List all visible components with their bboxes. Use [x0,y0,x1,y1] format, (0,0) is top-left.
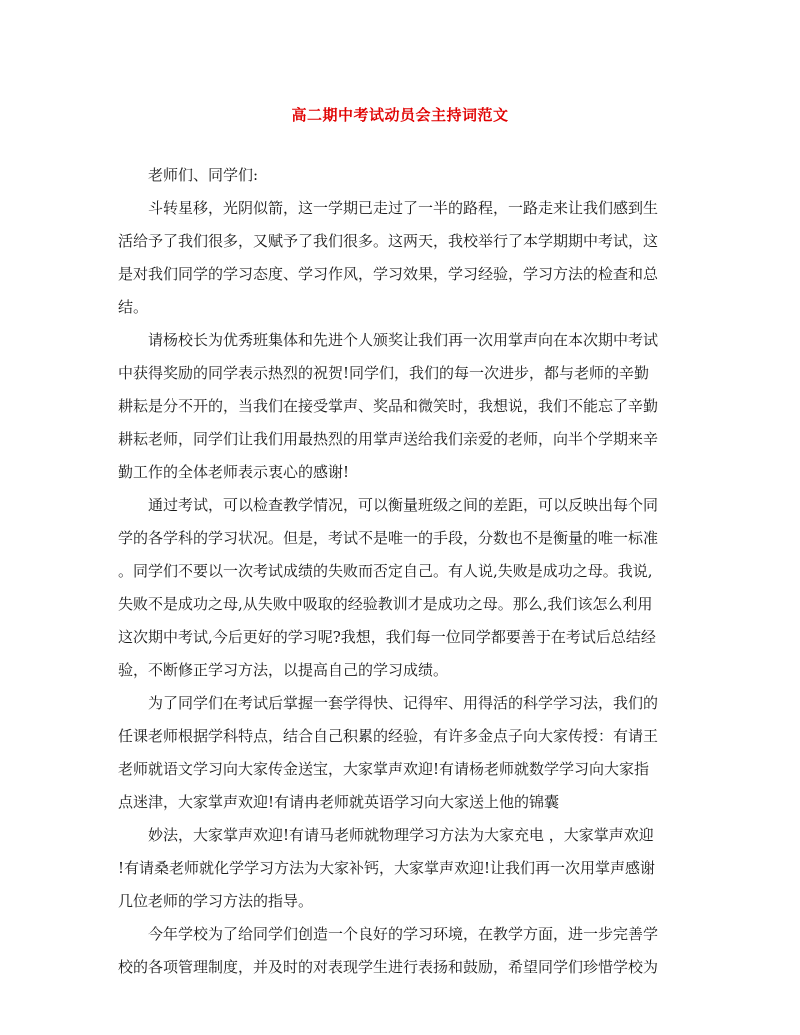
paragraph-line: 这次期中考试,今后更好的学习呢?我想，我们每一位同学都要善于在考试后总结经 [118,628,656,646]
paragraph-line: 几位老师的学习方法的指导。 [118,892,314,910]
paragraph-line: 耕耘老师，同学们让我们用最热烈的用掌声送给我们亲爱的老师，向半个学期来辛 [118,430,659,448]
paragraph-line: 学的各学科的学习状况。但是，考试不是唯一的手段，分数也不是衡量的唯一标准 [118,529,659,547]
paragraph-line: 请杨校长为优秀班集体和先进个人颁奖让我们再一次用掌声向在本次期中考试 [148,331,659,349]
paragraph-line: 。同学们不要以一次考试成绩的失败而否定自己。有人说,失败是成功之母。我说, [118,562,653,580]
paragraph-line: 失败不是成功之母,从失败中吸取的经验教训才是成功之母。那么,我们该怎么利用 [118,595,653,613]
paragraph-line: 老师们、同学们: [148,166,259,184]
paragraph-line: 斗转星移，光阴似箭，这一学期已走过了一半的路程，一路走来让我们感到生 [148,199,659,217]
paragraph-line: 校的各项管理制度，并及时的对表现学生进行表扬和鼓励，希望同学们珍惜学校为 [118,958,659,976]
paragraph-line: 勤工作的全体老师表示衷心的感谢! [118,463,350,481]
paragraph-line: 验，不断修正学习方法，以提高自己的学习成绩。 [118,661,449,679]
paragraph-line: 是对我们同学的学习态度、学习作风，学习效果，学习经验，学习方法的检查和总 [118,265,659,283]
paragraph-line: 老师就语文学习向大家传金送宝，大家掌声欢迎!有请杨老师就数学学习向大家指 [118,760,650,778]
paragraph-line: 结。 [118,298,149,316]
document-title: 高二期中考试动员会主持词范文 [291,106,509,124]
paragraph-line: 妙法，大家掌声欢迎!有请马老师就物理学习方法为大家充电 ，大家掌声欢迎 [148,826,654,844]
paragraph-line: 通过考试，可以检查教学情况，可以衡量班级之间的差距，可以反映出每个同 [148,496,659,514]
paragraph-line: 中获得奖励的同学表示热烈的祝贺!同学们，我们的每一次进步，都与老师的辛勤 [118,364,650,382]
paragraph-line: 活给予了我们很多，又赋予了我们很多。这两天，我校举行了本学期期中考试，这 [118,232,659,250]
paragraph-line: 为了同学们在考试后掌握一套学得快、记得牢、用得活的科学学习法，我们的 [148,694,659,712]
paragraph-line: 任课老师根据学科特点，结合自己积累的经验，有许多金点子向大家传授：有请王 [118,727,659,745]
paragraph-line: 耕耘是分不开的，当我们在接受掌声、奖品和微笑时，我想说，我们不能忘了辛勤 [118,397,659,415]
paragraph-line: 点迷津，大家掌声欢迎!有请冉老师就英语学习向大家送上他的锦囊 [118,793,560,811]
paragraph-line: 今年学校为了给同学们创造一个良好的学习环境，在教学方面，进一步完善学 [148,925,659,943]
paragraph-line: !有请桑老师就化学学习方法为大家补钙，大家掌声欢迎!让我们再一次用掌声感谢 [118,859,656,877]
